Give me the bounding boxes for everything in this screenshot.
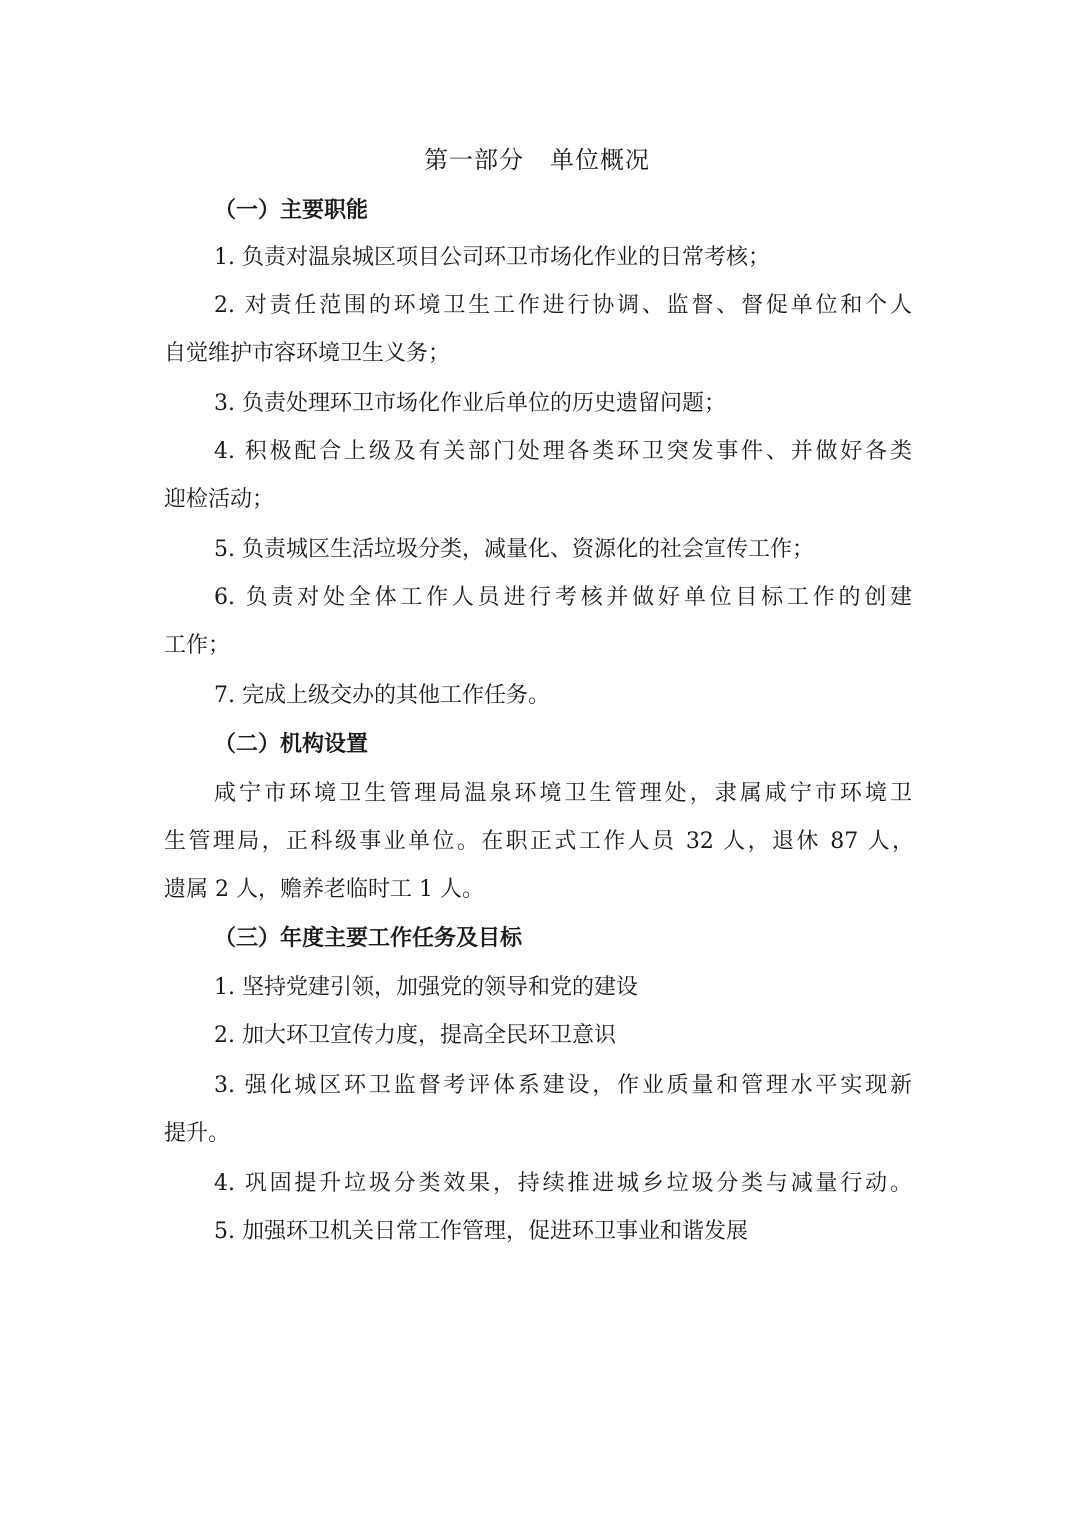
function-item-5: 5. 负责城区生活垃圾分类，减量化、资源化的社会宣传工作； bbox=[214, 537, 814, 562]
function-item-6-line-1: 6. 负责对处全体工作人员进行考核并做好单位目标工作的创建 bbox=[214, 585, 912, 610]
function-item-6-line-2: 工作； bbox=[164, 633, 231, 658]
title-name: 单位概况 bbox=[550, 146, 650, 174]
title-part: 第一部分 bbox=[424, 146, 524, 174]
section-heading-goals: （三）年度主要工作任务及目标 bbox=[214, 925, 523, 951]
goal-item-3-line-2: 提升。 bbox=[164, 1121, 231, 1146]
organization-paragraph-line-3: 遗属 2 人，赡养老临时工 1 人。 bbox=[164, 877, 484, 902]
section-heading-organization: （二）机构设置 bbox=[214, 731, 369, 757]
function-item-4-line-2: 迎检活动； bbox=[164, 487, 275, 512]
organization-paragraph-line-1: 咸宁市环境卫生管理局温泉环境卫生管理处，隶属咸宁市环境卫 bbox=[214, 781, 912, 806]
goal-item-5: 5. 加强环卫机关日常工作管理，促进环卫事业和谐发展 bbox=[214, 1219, 748, 1244]
goal-item-1: 1. 坚持党建引领，加强党的领导和党的建设 bbox=[214, 975, 638, 1000]
function-item-7: 7. 完成上级交办的其他工作任务。 bbox=[214, 683, 550, 708]
section-heading-functions: （一）主要职能 bbox=[214, 197, 369, 223]
function-item-1: 1. 负责对温泉城区项目公司环卫市场化作业的日常考核； bbox=[214, 245, 770, 270]
function-item-2-line-1: 2. 对责任范围的环境卫生工作进行协调、监督、督促单位和个人 bbox=[214, 293, 912, 318]
goal-item-3-line-1: 3. 强化城区环卫监督考评体系建设，作业质量和管理水平实现新 bbox=[214, 1073, 912, 1098]
goal-item-4: 4. 巩固提升垃圾分类效果，持续推进城乡垃圾分类与减量行动。 bbox=[214, 1171, 912, 1196]
goal-item-2: 2. 加大环卫宣传力度，提高全民环卫意识 bbox=[214, 1023, 616, 1048]
page-title bbox=[0, 142, 1074, 178]
function-item-2-line-2: 自觉维护市容环境卫生义务； bbox=[164, 341, 451, 366]
function-item-3: 3. 负责处理环卫市场化作业后单位的历史遗留问题； bbox=[214, 391, 726, 416]
function-item-4-line-1: 4. 积极配合上级及有关部门处理各类环卫突发事件、并做好各类 bbox=[214, 439, 912, 464]
organization-paragraph-line-2: 生管理局，正科级事业单位。在职正式工作人员 32 人，退休 87 人， bbox=[164, 829, 914, 854]
